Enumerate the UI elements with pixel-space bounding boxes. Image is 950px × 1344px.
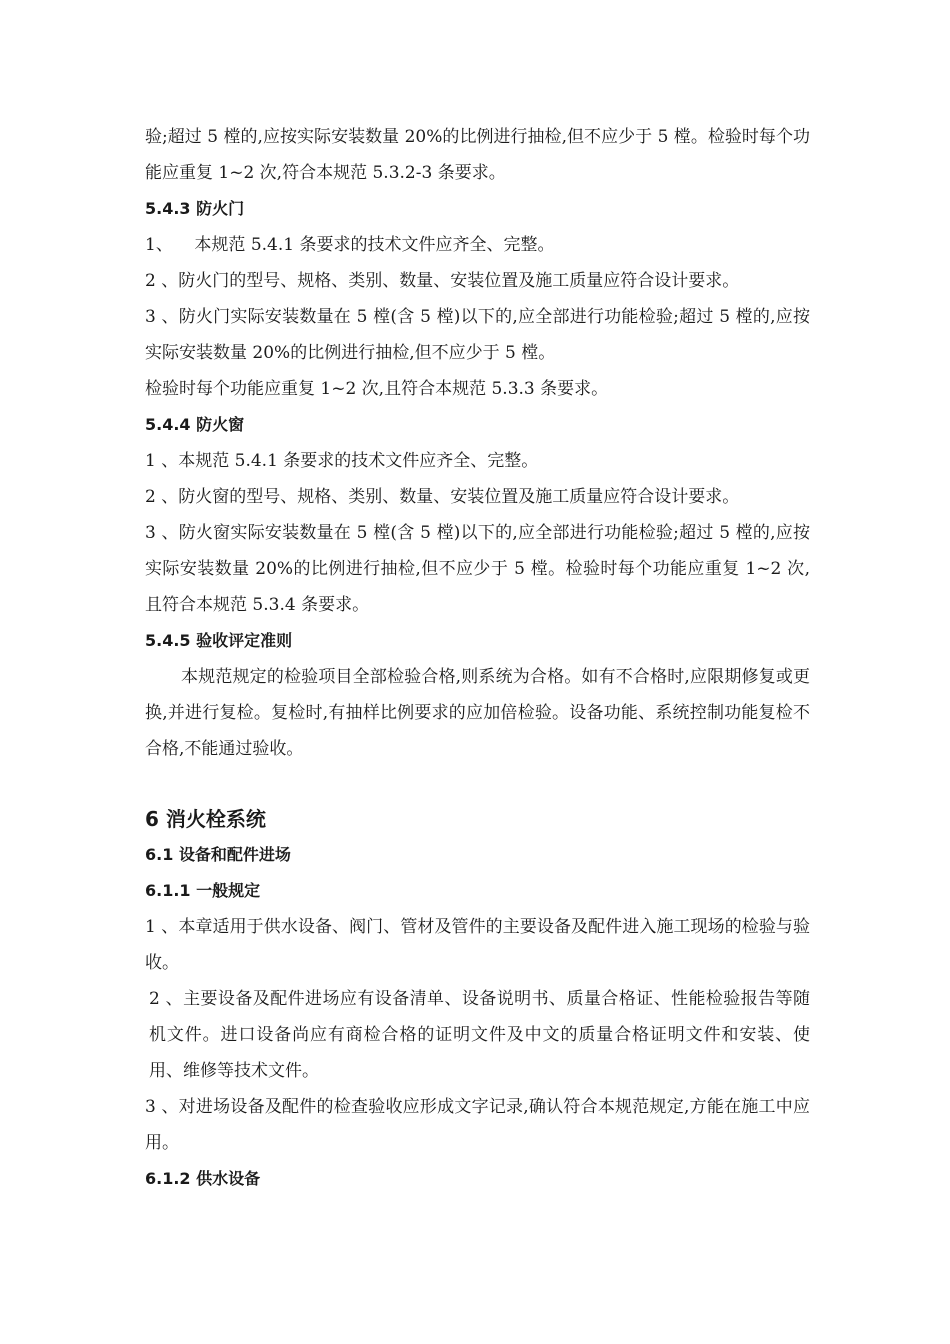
heading-6-1-1: 6.1.1 一般规定: [145, 881, 261, 900]
paragraph-5-4-2-continued: 验;超过 5 樘的,应按实际安装数量 20%的比例进行抽检,但不应少于 5 樘。检验时每个功能应重复 1~2 次,符合本规范 5.3.2-3 条要求。: [145, 127, 810, 183]
paragraph-5-4-3-item-3-note: 检验时每个功能应重复 1~2 次,且符合本规范 5.3.3 条要求。: [145, 379, 609, 399]
paragraph-5-4-4-item-1: 1 、本规范 5.4.1 条要求的技术文件应齐全、完整。: [145, 451, 539, 471]
heading-6-1-2: 6.1.2 供水设备: [145, 1169, 261, 1188]
document-page: [145, 119, 810, 1197]
paragraph-5-4-5: 本规范规定的检验项目全部检验合格,则系统为合格。如有不合格时,应限期修复或更换,并进行复检。复检时,有抽样比例要求的应加倍检验。设备功能、系统控制功能复检不合格,不能通过验收。: [145, 667, 810, 759]
paragraph-5-4-3-item-2: 2 、防火门的型号、规格、类别、数量、安装位置及施工质量应符合设计要求。: [145, 271, 740, 291]
paragraph-5-4-4-item-2: 2 、防火窗的型号、规格、类别、数量、安装位置及施工质量应符合设计要求。: [145, 487, 740, 507]
paragraph-6-1-1-item-3: 3 、对进场设备及配件的检查验收应形成文字记录,确认符合本规范规定,方能在施工中应用。: [145, 1097, 810, 1153]
paragraph-5-4-4-item-3: 3 、防火窗实际安装数量在 5 樘(含 5 樘)以下的,应全部进行功能检验;超过 5 樘的,应按实际安装数量 20%的比例进行抽检,但不应少于 5 樘。检验时每个功能应重复 1~2 次,且符合本规范 5.3.4 条要求。: [145, 523, 810, 615]
paragraph-6-1-1-item-1: 1 、本章适用于供水设备、阀门、管材及管件的主要设备及配件进入施工现场的检验与验收。: [145, 917, 810, 973]
heading-5-4-5: 5.4.5 验收评定准则: [145, 631, 293, 650]
paragraph-6-1-1-item-2: 2 、主要设备及配件进场应有设备清单、设备说明书、质量合格证、性能检验报告等随机文件。进口设备尚应有商检合格的证明文件及中文的质量合格证明文件和安装、使用、维修等技术文件。: [149, 989, 810, 1081]
heading-5-4-3: 5.4.3 防火门: [145, 199, 245, 218]
chapter-title-6: 6 消火栓系统: [145, 807, 266, 831]
heading-6-1: 6.1 设备和配件进场: [145, 845, 291, 864]
paragraph-5-4-3-item-1: 1、 本规范 5.4.1 条要求的技术文件应齐全、完整。: [145, 235, 555, 255]
paragraph-5-4-3-item-3: 3 、防火门实际安装数量在 5 樘(含 5 樘)以下的,应全部进行功能检验;超过 5 樘的,应按实际安装数量 20%的比例进行抽检,但不应少于 5 樘。: [145, 307, 810, 363]
heading-5-4-4: 5.4.4 防火窗: [145, 415, 245, 434]
